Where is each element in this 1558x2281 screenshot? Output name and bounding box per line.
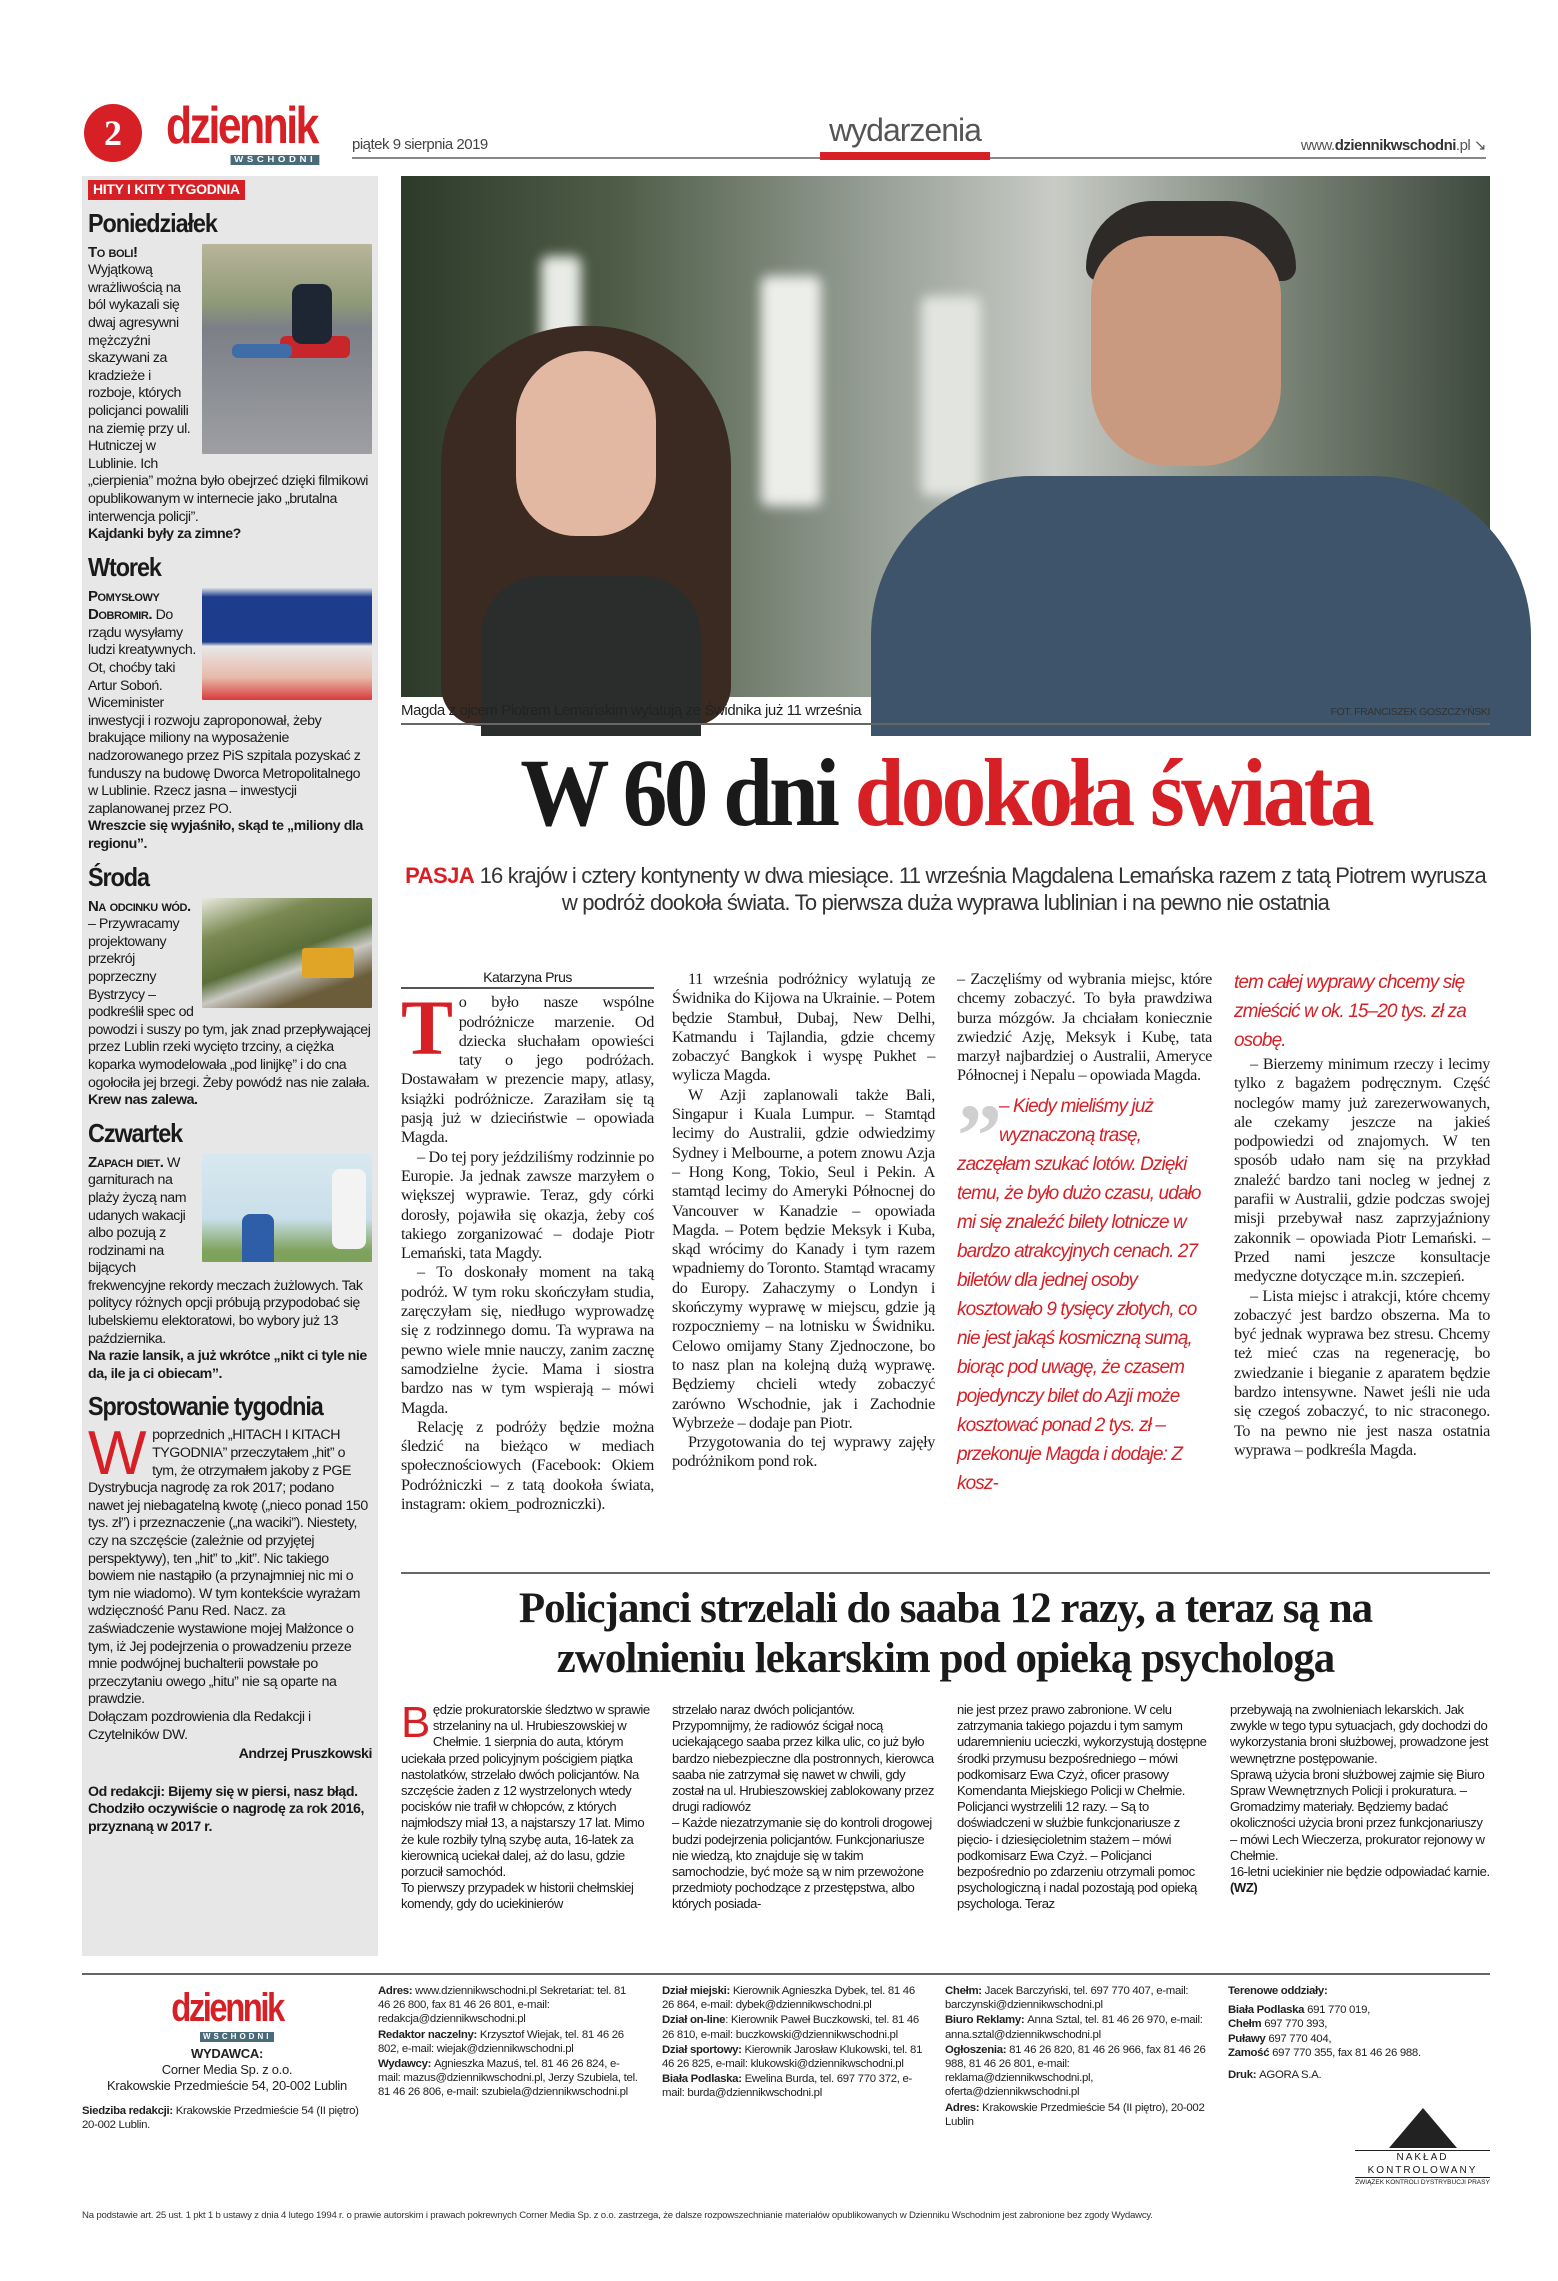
second-article-column-2 [672, 1702, 934, 1960]
caption-text: Magda z ojcem Piotrem Lemańskim wylatują ze Świdnika już 11 września [401, 702, 862, 719]
sidebar-item [88, 1154, 372, 1384]
item-body: Do rządu wysyłamy ludzi kreatywnych. Ot, choćby taki Artur Soboń. Wiceminister inwestycji i rozwoju zaproponował, żeby brakujące miliony na wyposażenie nadzorowanego przez PiS szpitala pozyskać z funduszy na budowę Dworca Metropolitalnego w Lublinie. Rzecz jasna – inwestycji zaplanowanej przez PO. [88, 607, 361, 817]
author-initials: (WZ) [1230, 1880, 1258, 1896]
contact-label: Dział miejski: [662, 1985, 733, 1997]
paragraph-text: 16-letni uciekinier nie będzie odpowiadać karnie. [1230, 1864, 1490, 1880]
sidebar-item [88, 244, 372, 544]
branch-phone: 691 770 019, [1307, 2004, 1370, 2017]
drop-cap: T [401, 984, 453, 1072]
day-heading: Środa [88, 861, 149, 892]
contact-label: Dział sportowy: [662, 2043, 745, 2056]
url-prefix: www. [1300, 137, 1335, 154]
day-heading: Poniedziałek [88, 207, 217, 238]
paragraph: – Zaczęliśmy od wybrania miejsc, które chcemy zobaczyć. To była prawdziwa burza mózgów. Ja chciałam koniecznie zwiedzić Azję, Meksyk i Kubę, tata marzył najbardziej o Australii, Ameryce Północnej i Nepalu – opowiada Magda. [957, 970, 1212, 1085]
paragraph-text: ędzie prokuratorskie śledztwo w sprawie strzelaniny na ul. Hrubieszowskiej w Chełmie. 1 sierpnia do auta, którym uciekała przed policyjnym pościgiem piątka nastolatków, strzelało dwóch policjantów. Na szczęście żaden z 12 wystrzelonych wtedy pocisków nie trafił w chłopców, z których najmłodszy miał 13, a najstarszy 17 lat. Mimo że kule rozbiły tylną szybę auta, 16-latek za kierownicą uciekał dalej, aż do lasu, gdzie porzucił samochód. [401, 1702, 650, 1880]
paragraph: W Azji zaplanowali także Bali, Singapur i Kuala Lumpur. – Stamtąd lecimy do Australii, gdzie odwiedzimy Sydney i Melbourne, a potem znowu Azja – Hong Kong, Tokio, Seul i Pekin. A stamtąd lecimy do Ameryki Północnej do Vancouver w Kanadzie – opowiada Magda. – Potem będzie Meksyk i Kuba, skąd wrócimy do Kanady i tym razem wpadniemy do Toronto. Stamtąd wracamy do Europy. Zahaczymy o Londyn i skończymy wyprawę w miejscu, gdzie ją rozpoczniemy – na lotnisku w Świdniku. Celowo omijamy Stany Zjednoczone, bo to nasz plan na kolejną dużą wyprawę. Będziemy chcieli wtedy zobaczyć zarówno Wschodnie, jak i Zachodnie Wybrzeże – dodaje pan Piotr. [672, 1085, 935, 1432]
publisher-label: WYDAWCA: [191, 2046, 263, 2061]
footer-branches [1228, 1984, 1490, 2083]
paragraph: – Bierzemy minimum rzeczy i lecimy tylko z bagażem podręcznym. Część noclegów mamy już zarezerwowanych, ale czekamy jeszcze na jakieś podpowiedzi od znajomych. W ten sposób udało nam się na przykład znaleźć bardzo tani nocleg w jednej z parafii w Australii, gdzie podczas swojej misji przebywał nasz zaprzyjaźniony zakonnik – opowiada Piotr Lemański. – Przed nami jeszcze konsultacje medyczne dotyczące m.in. szczepień. [1234, 1055, 1490, 1286]
website-link[interactable] [1280, 136, 1486, 154]
print-label: Druk: [1228, 2069, 1260, 2082]
contact-text: 81 46 26 820, 81 46 26 966, fax 81 46 26 988, 81 46 26 801, e-mail: reklama@dziennikwschodni.pl, oferta@dziennikwschodni.pl [945, 2043, 1206, 2099]
paragraph: – Do tej pory jeździliśmy rodzinnie po Europie. Ja jednak zawsze marzyłem o większej wyprawie. Teraz, gdy córki dorosły, pojawiła się okazja, żeby coś takiego zorganizować – dodaje Piotr Lemański, tata Magdy. [401, 1147, 654, 1263]
logo-subtitle: WSCHODNI [231, 155, 320, 165]
contact-label: Dział on-line [662, 2014, 726, 2027]
publisher-block [82, 1988, 372, 2132]
paragraph: Przygotowania do tej wyprawy zajęły podróżnikom pond rok. [672, 1433, 935, 1471]
author-byline: Katarzyna Prus [401, 968, 654, 989]
badge-subtitle: ZWIĄZEK KONTROLI DYSTRYBUCJI PRASY [1355, 2179, 1490, 2186]
sidebar-item [88, 898, 372, 1110]
article-lead [401, 862, 1490, 916]
correction-letter [88, 1419, 372, 1836]
paragraph: – Lista miejsc i atrakcji, które chcemy zobaczyć jest bardzo obszerna. Ma to być jednak wyprawa bez stresu. Chcemy też mieć czas na regenerację, bo zwiedzanie i bieganie z aparatem będzie bardzo intensywne. Nawet jeśli nie uda się czegoś zobaczyć, to nic straconego. To na pewno nie jest nasza ostatnia wyprawa – podkreśla Magda. [1234, 1286, 1490, 1459]
day-heading: Czwartek [88, 1117, 183, 1148]
section-underline [820, 152, 990, 160]
contact-text: www.dziennikwschodni.pl Sekretariat: tel. 81 46 26 800, fax 81 46 26 801, e-mail: redakcja@dziennikwschodni.pl [378, 1985, 627, 2026]
drop-cap: W [88, 1419, 147, 1489]
lead-text: 16 krajów i cztery kontynenty w dwa miesiące. 11 września Magdalena Lemańska razem z tatą Piotrem wyrusza w podróż dookoła świata. To pierwsza duża wyprawa lublinian i na pewno nie ostatnia [474, 863, 1486, 915]
page-number: 2 [84, 104, 142, 162]
quote-mark-icon: ” [957, 1086, 1002, 1186]
contact-label: Biała Podlaska: [662, 2073, 745, 2086]
second-article-column-4 [1230, 1702, 1492, 1960]
correction-signature: Andrzej Pruszkowski [238, 1746, 372, 1763]
pull-quote [957, 1086, 1212, 1498]
item-punchline: Wreszcie się wyjaśniło, skąd te „miliony dla regionu”. [88, 818, 363, 852]
quote-text: tem całej wyprawy chcemy się zmieścić w ok. 15–20 tys. zł za osobę. [1234, 972, 1466, 1051]
copyright-disclaimer: Na podstawie art. 25 ust. 1 pkt 1 b ustawy z dnia 4 lutego 1994 r. o prawie autorskim i prawach pokrewnych Corner Media Sp. z o.o. zastrzega, że dalsze rozpowszechnianie materiałów opublikowanych w Dzienniku Wschodnim jest zabronione bez zgody Wydawcy. [82, 2210, 1153, 2221]
article-column-3 [957, 970, 1212, 1555]
main-article-photo [401, 176, 1490, 697]
contact-text: Jacek Barczyński, tel. 697 770 407, e-mail: barczynski@dziennikwschodni.pl [945, 1985, 1189, 2012]
quote-text: – Kiedy mieliśmy już wyznaczoną trasę, zaczęłam szukać lotów. Dzięki temu, że było dużo czasu, udało mi się znaleźć bilety lotnicze w bardzo atrakcyjnych cenach. 27 biletów dla jednej osoby kosztowało 9 tysięcy złotych, co nie jest jakąś kosmiczną sumą, biorąc pod uwagę, że czasem pojedynczy bilet do Azji może kosztować ponad 2 tys. zł – przekonuje Magda i dodaje: Z kosz- [957, 1095, 1201, 1494]
contact-text: Krzysztof Wiejak, tel. 81 46 26 802, e-mail: wiejak@dziennikwschodni.pl [378, 2028, 624, 2055]
branch-label: Zamość [1228, 2046, 1273, 2059]
paragraph: To pierwszy przypadek w historii chełmskiej komendy, gdy do uciekinierów [401, 1880, 634, 1912]
branch-label: Biała Podlaska [1228, 2004, 1308, 2017]
publisher-address: Krakowskie Przedmieście 54, 20-002 Lublin [107, 2078, 347, 2093]
photo-credit: FOT. FRANCISZEK GOSZCZYŃSKI [1330, 706, 1490, 718]
branch-phone: 697 770 393, [1264, 2018, 1328, 2031]
second-headline [401, 1584, 1490, 1684]
item-lead: Pomysłowy Dobromir. [88, 587, 160, 624]
excavator-river-photo [202, 898, 372, 1008]
correction-heading: Sprostowanie tygodnia [88, 1391, 323, 1422]
headline-black: W 60 dni [520, 739, 837, 846]
day-heading: Wtorek [88, 551, 161, 582]
circulation-audit-badge [1355, 2108, 1490, 2187]
printer-name: AGORA S.A. [1259, 2069, 1322, 2082]
branch-label: Chełm [1228, 2018, 1265, 2031]
second-article-column-3 [957, 1702, 1217, 1960]
contact-text: Agnieszka Mazuś, tel. 81 46 26 824, e-mail: mazus@dziennikwschodni.pl, Jerzy Szubiela, tel. 81 46 26 806, e-mail: szubiela@dziennikwschodni.pl [378, 2058, 638, 2099]
paragraph: przebywają na zwolnieniach lekarskich. Jak zwykle w tego typu sytuacjach, gdy dochodzi do wykorzystania broni służbowej, prowadzone jest wewnętrzne postępowanie. [1230, 1702, 1489, 1766]
footer-contacts-2 [662, 1984, 928, 2102]
contact-text: Krakowskie Przedmieście 54 (II piętro), 20-002 Lublin [945, 2101, 1205, 2128]
sidebar-tag: HITY I KITY TYGODNIA [88, 180, 245, 200]
masthead-logo[interactable] [166, 97, 350, 164]
publisher-name: Corner Media Sp. z o.o. [161, 2062, 293, 2077]
photo-caption [401, 702, 1490, 725]
item-lead: Zapach diet. [88, 1153, 164, 1171]
paragraph: Sprawą użycia broni służbowej zajmie się Biuro Spraw Wewnętrznych Policji i prokuratura. – Gromadzimy materiały. Będziemy badać okoliczności użycia broni przez funkcjonariuszy – mówi Lech Wieczerza, prokurator rejonowy w Chełmie. [1230, 1766, 1485, 1863]
sidebar-item [88, 588, 372, 854]
hits-and-misses-sidebar [82, 176, 378, 1956]
paragraph: – Każde niezatrzymanie się do kontroli drogowej budzi podejrzenia policjantów. Funkcjonariusze nie wiedzą, kto znajduje się w takim samochodzie, być może są w nim przewożone przedmioty pochodzące z przestępstwa, albo których posiada- [672, 1815, 932, 1912]
item-body: Wyjątkową wrażliwością na ból wykazali się dwaj agresywni mężczyźni skazywani za kradzieże i rozboje, których policjanci powalili na ziemię przy ul. Hutniczej w Lublinie. Ich „cierpienia” można było obejrzeć dzięki filmikowi opublikowanym w internecie jako „brutalna interwencja policji”. [88, 262, 368, 525]
footer-contacts-1 [378, 1984, 640, 2101]
headline-red: dookoła świata [854, 739, 1371, 846]
contact-label: Chełm: [945, 1985, 985, 1997]
billboard-photo [202, 588, 372, 700]
contact-label: Ogłoszenia: [945, 2043, 1010, 2056]
branches-label: Terenowe oddziały: [1228, 1985, 1328, 1997]
footer-logo: dziennik [171, 1986, 283, 2030]
main-headline [439, 738, 1452, 848]
branch-phone: 697 770 404, [1268, 2032, 1332, 2045]
footer-contacts-3 [945, 1984, 1211, 2130]
drop-cap: B [401, 1698, 430, 1747]
item-lead: Na odcinku wód. [88, 897, 191, 915]
branch-label: Puławy [1228, 2032, 1269, 2045]
contact-label: Redaktor naczelny: [378, 2028, 480, 2041]
contact-text: Kierownik Agnieszka Dybek, tel. 81 46 26 864, e-mail: dybek@dziennikwschodni.pl [662, 1985, 915, 2012]
lead-tag: PASJA [405, 863, 475, 888]
paragraph: Policjanci wystrzelili 12 razy. – Są to doświadczeni w służbie funkcjonariusze z pięcio- i dziesięcioletnim stażem – mówi podkomisarz Ewa Czyż. – Policjanci bezpośrednio po zdarzeniu otrzymali pomoc psychologiczną i nadal pozostają pod opieką psychologa. Teraz [957, 1799, 1197, 1912]
item-punchline: Na razie lansik, a już wkrótce „nikt ci tyle nie da, ile ja ci obiecam”. [88, 1348, 367, 1382]
paragraph [401, 1698, 657, 1880]
contact-text: : Kierownik Paweł Buczkowski, tel. 81 46 26 810, e-mail: buczkowski@dziennikwschodni.pl [662, 2014, 919, 2041]
item-body: W garniturach na plaży życzą nam udanych wakacji albo pozują z rodzinami na bijących frekwencyjne rekordy meczach żużlowych. Tak politycy różnych opcji próbują przypodobać się lubelskiemu elektoratowi, bo wybory już 13 października. [88, 1154, 363, 1347]
contact-label: Biuro Reklamy: [945, 2014, 1028, 2027]
contact-label: Adres: [378, 1985, 416, 1997]
paragraph [401, 984, 654, 1147]
correction-body: poprzednich „HITACH I KITACH TYGODNIA” przeczytałem „hit” o tym, że otrzymałem jakoby z PGE Dystrybucja nagrodę za rok 2017; podano nawet jej niebagatelną kwotę („nieco ponad 150 tys. zł”) i przeznaczenie („na waciki”). Niestety, czy na szczęście (zależnie od przyjętej perspektywy), ten „hit” to „kit”. Nic takiego bowiem nie nastąpiło (a przynajmniej nic mi o tym nie wiadomo). W tym kontekście wyrażam wdzięczność Panu Red. Nacz. za zaświadczenie wystawione mojej Małżonce o tym, iż Jej podejrzenia o prowadzeniu przeze mnie podwójnej buchalterii powstałe po przeczytaniu owego „hitu” nie są oparte na prawdzie. [88, 1427, 368, 1708]
contact-text: Ewelina Burda, tel. 697 770 372, e-mail: burda@dziennikwschodni.pl [662, 2073, 913, 2100]
second-article-column-1 [401, 1698, 657, 1960]
article-column-4 [1234, 968, 1490, 1553]
police-intervention-photo [202, 244, 372, 454]
logo-text: dziennik [166, 97, 317, 155]
campaign-banner-photo [202, 1154, 372, 1262]
paragraph: nie jest przez prawo zabronione. W celu zatrzymania takiego pojazdu i tym samym udaremnieniu ucieczki, wykorzystują dostępne środki przymusu bezpośredniego – mówi podkomisarz Ewa Czyż, oficer prasowy Komendanta Miejskiego Policji w Chełmie. [957, 1702, 1207, 1799]
cursor-icon: ↘ [1470, 137, 1486, 154]
article-column-1 [401, 968, 654, 1553]
correction-greeting: Dołączam pozdrowienia dla Redakcji i Czytelników DW. [88, 1708, 311, 1743]
headline-line: Policjanci strzelali do saaba 12 razy, a teraz są na [518, 1585, 1373, 1632]
paragraph: – To doskonały moment na taką podróż. W tym roku skończyłam studia, zaręczyłam się, niedługo wyprowadzę się z rodzinnego domu. Ta wyprawa na pewno wiele mnie nauczy, zanim zacznę samodzielne życie. Mama i siostra bardzo nas w tym wspierają – mówi Magda. [401, 1263, 654, 1417]
contact-label: Wydawcy: [378, 2058, 434, 2071]
footer-logo-subtitle: WSCHODNI [200, 2032, 274, 2042]
url-suffix: .pl [1455, 137, 1471, 154]
contact-text: Anna Sztal, tel. 81 46 26 970, e-mail: anna.sztal@dziennikwschodni.pl [945, 2014, 1203, 2041]
badge-pyramid-icon [1389, 2108, 1457, 2148]
editor-note: Od redakcji: Bijemy się w piersi, nasz błąd. Chodziło oczywiście o nagrodę za rok 2016, przyznaną w 2017 r. [88, 1783, 364, 1835]
badge-title: NAKŁAD KONTROLOWANY [1355, 2150, 1490, 2178]
seat-address: Krakowskie Przedmieście 54 (II piętro) 20-002 Lublin. [82, 2105, 359, 2131]
footer-divider [82, 1973, 1490, 1975]
paragraph: strzelało naraz dwóch policjantów. Przypomnijmy, że radiowóz ścigał nocą uciekającego saaba przez kilka ulic, co już było bardzo niebezpieczne dla postronnych, kierowca saaba nie zatrzymał się nawet w chwili, gdy został na ul. Hrubieszowskiej zablokowany przez drugi radiowóz [672, 1702, 934, 1815]
item-punchline: Kajdanki były za zimne? [88, 526, 241, 543]
paragraph: 11 września podróżnicy wylatują ze Świdnika do Kijowa na Ukrainie. – Potem będzie Stambuł, Dubaj, New Delhi, Katmandu i Tajlandia, gdzie chcemy zobaczyć Bangkok i wyspę Pukhet – wylicza Magda. [672, 970, 935, 1085]
issue-date: piątek 9 sierpnia 2019 [352, 136, 488, 153]
seat-label: Siedziba redakcji: [82, 2105, 173, 2117]
contact-label: Adres: [945, 2101, 983, 2114]
paragraph-text: o było nasze wspólne podróżnicze marzenie. Od dziecka słuchałam opowieści taty o jego podróżach. Dostawałam w prezencie mapy, atlasy, książki podróżnicze. Zaraziłam się tą pasją już w dzieciństwie – opowiada Magda. [401, 993, 654, 1147]
item-lead: To boli! [88, 243, 138, 261]
article-column-2 [672, 970, 935, 1555]
item-punchline: Krew nas zalewa. [88, 1092, 198, 1109]
url-main: dziennikwschodni [1334, 137, 1456, 154]
item-body: – Przywracamy projektowany przekrój poprzeczny Bystrzycy – podkreślił spec od powodzi i suszy po tym, jak znad przepływającej przez Lublin rzeki wycięto trzciny, a ciężka koparka wymodelowała „pod linijkę” i do cna ogołociła jej brzegi. Żeby powódź nas nie zalała. [88, 916, 371, 1091]
pull-quote-continued [1234, 968, 1490, 1055]
article-divider [401, 1572, 1490, 1574]
paragraph [1230, 1864, 1492, 1896]
contact-text: Kierownik Jarosław Klukowski, tel. 81 46 26 825, e-mail: klukowski@dziennikwschodni.pl [662, 2043, 923, 2071]
section-title: wydarzenia [829, 112, 981, 148]
headline-line: zwolnieniu lekarskim pod opieką psychologa [556, 1635, 1335, 1682]
branch-phone: 697 770 355, fax 81 46 26 988. [1272, 2046, 1421, 2059]
paragraph: Relację z podróży będzie można śledzić na bieżąco w mediach społecznościowych (Facebook: Okiem Podróżniczki – z tatą dookoła świata, instagram: okiem_podrozniczki). [401, 1417, 654, 1514]
